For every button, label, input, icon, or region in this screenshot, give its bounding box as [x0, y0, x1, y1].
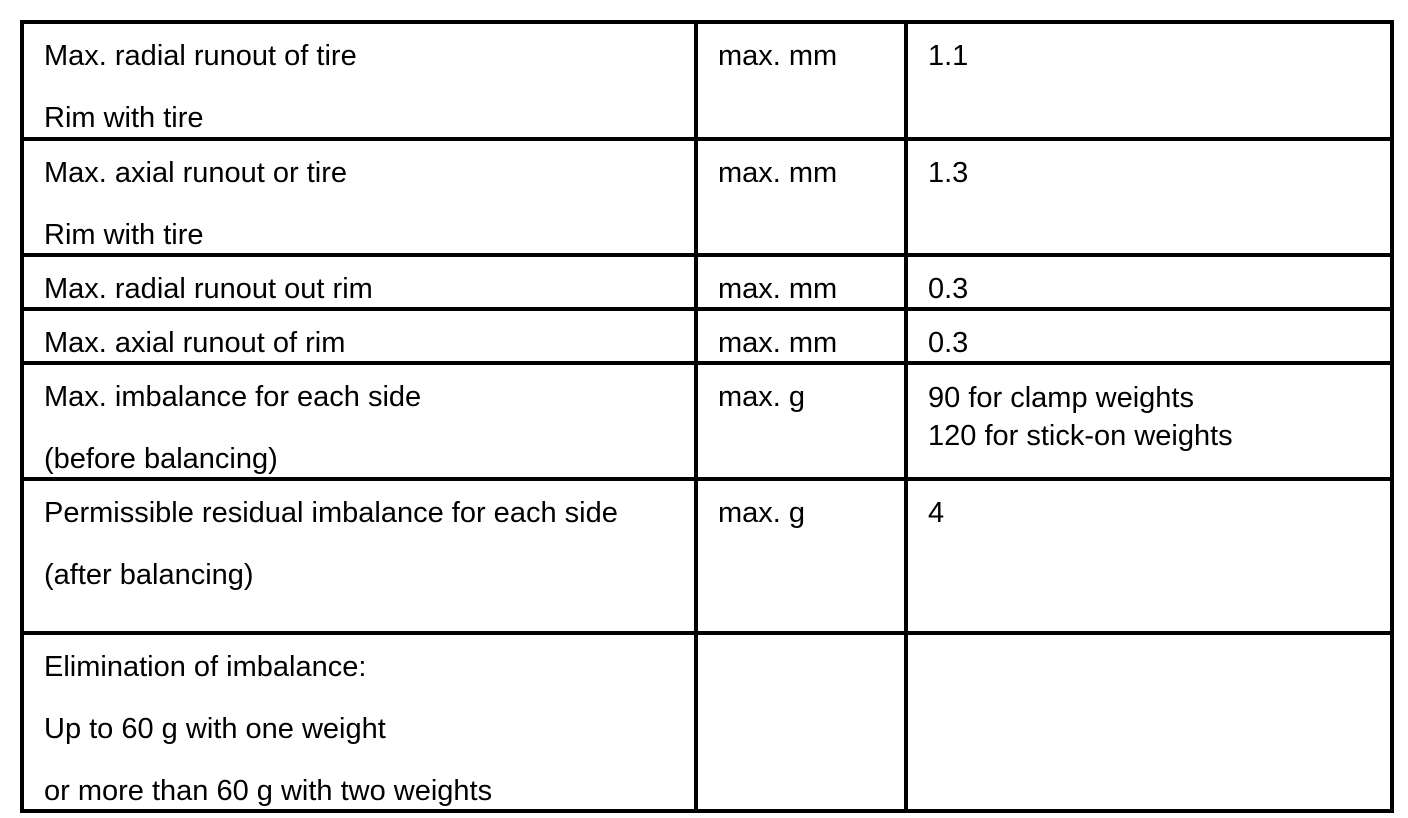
- table-row: [22, 255, 1392, 309]
- description-cell: [22, 363, 696, 479]
- value-cell: [906, 139, 1392, 255]
- value-cell: [906, 255, 1392, 309]
- description-line: Elimination of imbalance:: [44, 651, 367, 683]
- description-cell: [22, 309, 696, 363]
- table-row: [22, 139, 1392, 255]
- value-text-group: [928, 379, 1372, 455]
- unit-text: max. mm: [718, 157, 838, 189]
- value-text: 120 for stick-on weights: [928, 420, 1233, 452]
- value-cell: [906, 309, 1392, 363]
- value-text: 4: [928, 497, 945, 529]
- unit-cell: [696, 139, 906, 255]
- description-line: Max. radial runout of tire: [44, 40, 357, 72]
- description-line: Rim with tire: [44, 102, 204, 134]
- value-cell: [906, 633, 1392, 811]
- value-text: 1.1: [928, 40, 969, 72]
- description-line: Permissible residual imbalance for each side: [44, 497, 618, 529]
- table-row: [22, 22, 1392, 139]
- unit-cell: [696, 22, 906, 139]
- value-text: 1.3: [928, 157, 969, 189]
- unit-text: max. mm: [718, 273, 838, 305]
- unit-cell: [696, 309, 906, 363]
- description-line: Rim with tire: [44, 219, 204, 251]
- table-row: [22, 309, 1392, 363]
- value-text: 90 for clamp weights: [928, 382, 1194, 414]
- unit-text: max. mm: [718, 40, 838, 72]
- unit-text: max. g: [718, 381, 806, 413]
- value-cell: [906, 479, 1392, 633]
- unit-text: max. g: [718, 497, 806, 529]
- description-cell: [22, 139, 696, 255]
- description-line: (before balancing): [44, 443, 278, 475]
- table-row: [22, 633, 1392, 811]
- unit-cell: [696, 363, 906, 479]
- value-text: 0.3: [928, 273, 969, 305]
- description-cell: [22, 22, 696, 139]
- description-line: Max. axial runout or tire: [44, 157, 348, 189]
- runout-imbalance-spec-table: [20, 20, 1394, 813]
- value-cell: [906, 22, 1392, 139]
- description-cell: [22, 255, 696, 309]
- description-line: Max. imbalance for each side: [44, 381, 422, 413]
- description-cell: [22, 479, 696, 633]
- description-line: Max. radial runout out rim: [44, 273, 373, 305]
- unit-cell: [696, 479, 906, 633]
- description-line: Up to 60 g with one weight: [44, 713, 386, 745]
- description-cell: [22, 633, 696, 811]
- unit-cell: [696, 255, 906, 309]
- description-line: or more than 60 g with two weights: [44, 775, 493, 807]
- unit-text: max. mm: [718, 327, 838, 359]
- description-line: (after balancing): [44, 559, 254, 591]
- table-row: [22, 363, 1392, 479]
- value-cell: [906, 363, 1392, 479]
- value-text: 0.3: [928, 327, 969, 359]
- description-line: Max. axial runout of rim: [44, 327, 346, 359]
- table-row: [22, 479, 1392, 633]
- unit-cell: [696, 633, 906, 811]
